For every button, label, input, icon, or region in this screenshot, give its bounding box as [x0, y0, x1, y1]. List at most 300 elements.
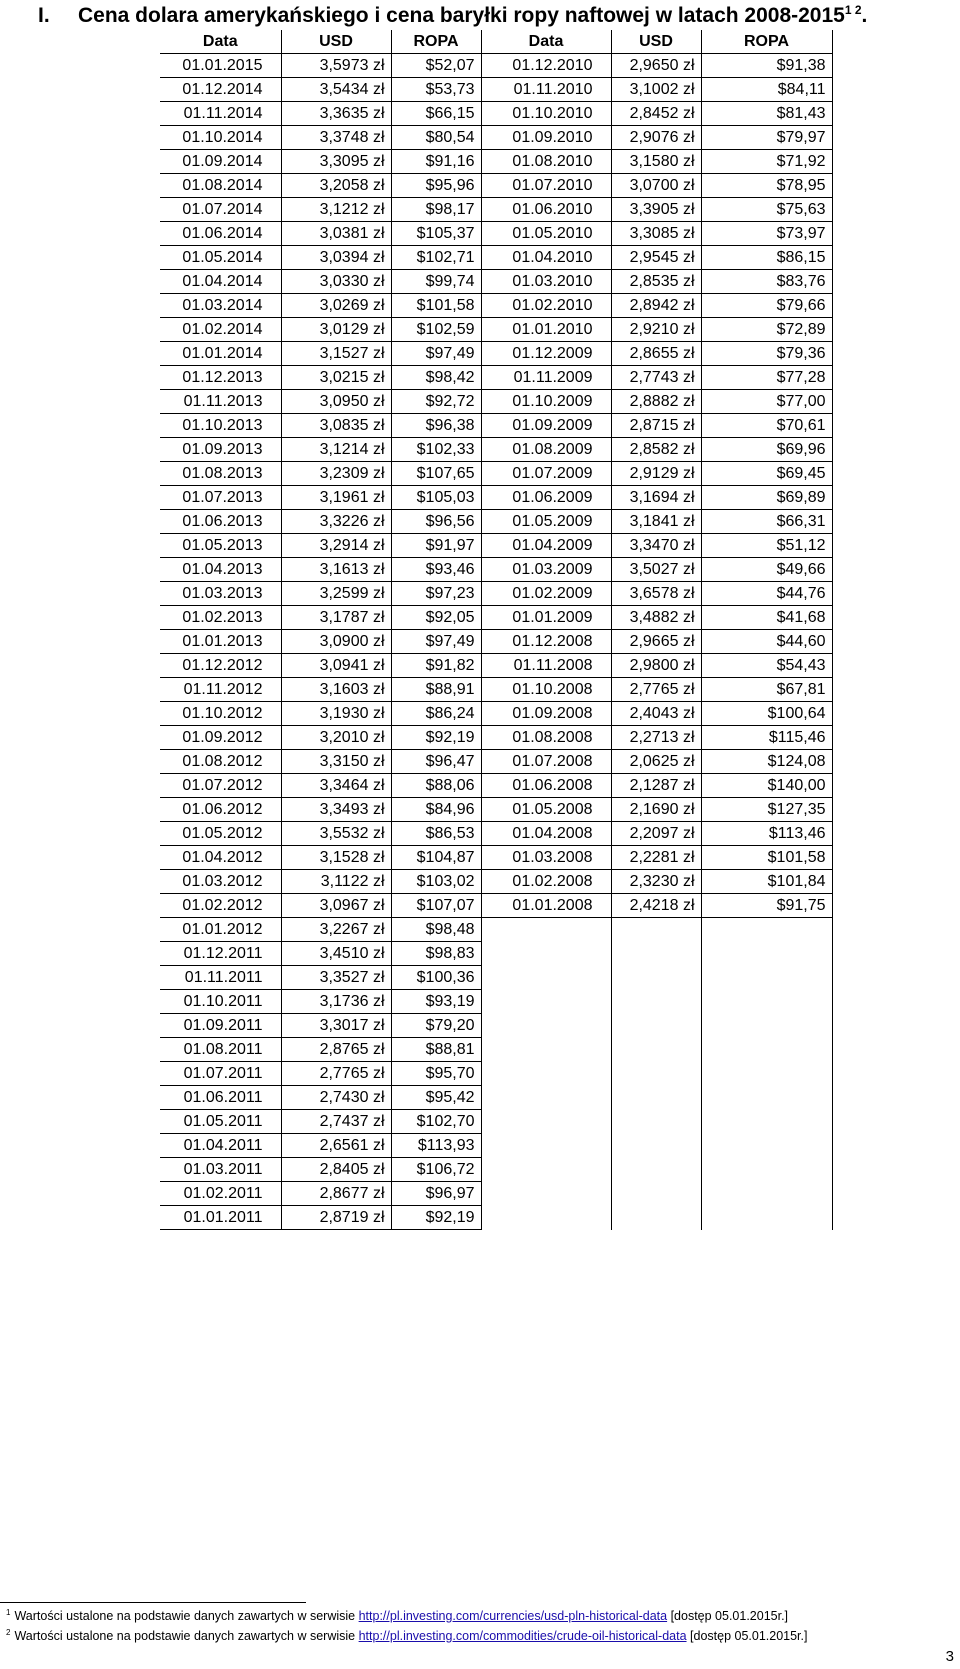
cell-right-date: 01.06.2008 [481, 774, 611, 798]
cell-right-date [481, 1206, 611, 1230]
cell-right-usd: 3,1841 zł [611, 510, 701, 534]
table-row [160, 150, 832, 174]
cell-left-ropa: $105,03 [391, 486, 481, 510]
cell-right-usd: 2,9076 zł [611, 126, 701, 150]
cell-right-usd [611, 1086, 701, 1110]
cell-right-usd [611, 966, 701, 990]
cell-right-ropa: $86,15 [701, 246, 832, 270]
cell-left-date: 01.11.2011 [160, 966, 281, 990]
cell-right-date: 01.08.2008 [481, 726, 611, 750]
cell-left-usd: 3,1787 zł [281, 606, 391, 630]
cell-right-usd: 3,1694 zł [611, 486, 701, 510]
cell-left-date: 01.08.2014 [160, 174, 281, 198]
cell-left-ropa: $95,42 [391, 1086, 481, 1110]
footnote-2 [6, 1628, 807, 1643]
cell-left-usd: 2,8719 zł [281, 1206, 391, 1230]
cell-left-date: 01.11.2012 [160, 678, 281, 702]
cell-right-ropa: $79,66 [701, 294, 832, 318]
cell-left-usd: 3,0330 zł [281, 270, 391, 294]
cell-left-usd: 3,3635 zł [281, 102, 391, 126]
cell-left-usd: 3,0950 zł [281, 390, 391, 414]
cell-right-date: 01.07.2008 [481, 750, 611, 774]
cell-left-usd: 3,5532 zł [281, 822, 391, 846]
cell-left-usd: 2,8405 zł [281, 1158, 391, 1182]
cell-right-ropa [701, 990, 832, 1014]
footnote-1-mark: 1 [6, 1608, 11, 1617]
cell-left-date: 01.10.2012 [160, 702, 281, 726]
cell-left-usd: 3,1214 zł [281, 438, 391, 462]
cell-left-usd: 3,0394 zł [281, 246, 391, 270]
cell-right-ropa [701, 1134, 832, 1158]
cell-right-ropa: $83,76 [701, 270, 832, 294]
cell-right-usd: 3,4882 zł [611, 606, 701, 630]
cell-right-usd: 2,2713 zł [611, 726, 701, 750]
cell-left-ropa: $92,19 [391, 1206, 481, 1230]
cell-left-date: 01.09.2013 [160, 438, 281, 462]
cell-left-date: 01.03.2012 [160, 870, 281, 894]
cell-left-date: 01.10.2013 [160, 414, 281, 438]
cell-right-date: 01.11.2010 [481, 78, 611, 102]
cell-right-ropa: $69,45 [701, 462, 832, 486]
cell-right-usd [611, 1158, 701, 1182]
cell-right-usd: 2,2097 zł [611, 822, 701, 846]
cell-left-usd: 2,8765 zł [281, 1038, 391, 1062]
cell-left-usd: 3,3493 zł [281, 798, 391, 822]
cell-right-ropa: $66,31 [701, 510, 832, 534]
cell-left-ropa: $91,97 [391, 534, 481, 558]
cell-left-date: 01.01.2013 [160, 630, 281, 654]
cell-left-ropa: $95,70 [391, 1062, 481, 1086]
cell-left-ropa: $52,07 [391, 54, 481, 78]
cell-left-date: 01.01.2012 [160, 918, 281, 942]
cell-right-date: 01.03.2008 [481, 846, 611, 870]
heading-number: I. [38, 4, 50, 27]
table-row [160, 222, 832, 246]
page-heading [38, 0, 948, 32]
cell-right-ropa: $101,58 [701, 846, 832, 870]
table-row [160, 654, 832, 678]
cell-left-usd: 3,3464 zł [281, 774, 391, 798]
cell-right-ropa: $79,97 [701, 126, 832, 150]
cell-left-date: 01.12.2011 [160, 942, 281, 966]
table-row [160, 702, 832, 726]
cell-left-date: 01.02.2013 [160, 606, 281, 630]
cell-right-date: 01.05.2008 [481, 798, 611, 822]
cell-left-usd: 3,2309 zł [281, 462, 391, 486]
cell-left-date: 01.03.2011 [160, 1158, 281, 1182]
cell-left-usd: 3,1930 zł [281, 702, 391, 726]
cell-left-date: 01.06.2013 [160, 510, 281, 534]
cell-right-date: 01.10.2009 [481, 390, 611, 414]
cell-right-date: 01.10.2010 [481, 102, 611, 126]
cell-left-usd: 3,1212 zł [281, 198, 391, 222]
rates-table [160, 30, 833, 1230]
cell-left-date: 01.11.2014 [160, 102, 281, 126]
cell-right-usd [611, 1110, 701, 1134]
footnote-1-text: Wartości ustalone na podstawie danych zawartych w serwisie [14, 1609, 356, 1624]
cell-left-usd: 3,1736 zł [281, 990, 391, 1014]
cell-left-date: 01.01.2011 [160, 1206, 281, 1230]
cell-right-ropa [701, 1158, 832, 1182]
table-row [160, 174, 832, 198]
cell-left-date: 01.02.2014 [160, 318, 281, 342]
heading-title: Cena dolara amerykańskiego i cena baryłki ropy naftowej w latach 2008-2015 [78, 4, 845, 27]
cell-left-usd: 3,5973 zł [281, 54, 391, 78]
cell-right-date: 01.03.2010 [481, 270, 611, 294]
cell-left-usd: 3,0269 zł [281, 294, 391, 318]
cell-right-usd: 2,4218 zł [611, 894, 701, 918]
cell-right-date: 01.12.2009 [481, 342, 611, 366]
cell-left-ropa: $88,81 [391, 1038, 481, 1062]
cell-right-usd: 2,9650 zł [611, 54, 701, 78]
cell-right-date: 01.06.2010 [481, 198, 611, 222]
cell-right-ropa: $72,89 [701, 318, 832, 342]
header-usd-right: USD [611, 30, 701, 54]
cell-right-date: 01.09.2009 [481, 414, 611, 438]
cell-right-ropa: $101,84 [701, 870, 832, 894]
cell-right-ropa: $44,60 [701, 630, 832, 654]
table-row [160, 630, 832, 654]
table-header-row [160, 30, 832, 54]
cell-left-usd: 3,3748 zł [281, 126, 391, 150]
cell-left-ropa: $86,53 [391, 822, 481, 846]
cell-left-date: 01.04.2012 [160, 846, 281, 870]
footnote-2-suffix: [dostęp 05.01.2015r.] [690, 1629, 808, 1644]
cell-right-date: 01.12.2008 [481, 630, 611, 654]
table-row [160, 582, 832, 606]
cell-right-usd: 3,1002 zł [611, 78, 701, 102]
table-row [160, 966, 832, 990]
cell-right-ropa: $44,76 [701, 582, 832, 606]
table-row [160, 606, 832, 630]
cell-right-usd [611, 990, 701, 1014]
cell-right-usd: 2,7765 zł [611, 678, 701, 702]
cell-left-ropa: $96,38 [391, 414, 481, 438]
table-row [160, 1086, 832, 1110]
cell-right-ropa [701, 1014, 832, 1038]
cell-left-usd: 3,5434 zł [281, 78, 391, 102]
table-row [160, 78, 832, 102]
cell-right-ropa: $140,00 [701, 774, 832, 798]
cell-left-ropa: $86,24 [391, 702, 481, 726]
cell-left-ropa: $100,36 [391, 966, 481, 990]
cell-right-ropa: $84,11 [701, 78, 832, 102]
table-row [160, 438, 832, 462]
cell-right-ropa [701, 1110, 832, 1134]
table-row [160, 270, 832, 294]
table-row [160, 798, 832, 822]
cell-left-date: 01.04.2013 [160, 558, 281, 582]
cell-left-usd: 2,7765 zł [281, 1062, 391, 1086]
cell-right-ropa: $124,08 [701, 750, 832, 774]
cell-right-usd: 2,7743 zł [611, 366, 701, 390]
cell-right-date: 01.01.2010 [481, 318, 611, 342]
page-number: 3 [945, 1648, 954, 1665]
cell-left-date: 01.10.2014 [160, 126, 281, 150]
cell-right-ropa: $115,46 [701, 726, 832, 750]
cell-right-usd [611, 1038, 701, 1062]
cell-right-usd [611, 942, 701, 966]
cell-left-usd: 2,8677 zł [281, 1182, 391, 1206]
cell-left-ropa: $102,70 [391, 1110, 481, 1134]
cell-right-ropa [701, 1206, 832, 1230]
cell-right-date: 01.09.2010 [481, 126, 611, 150]
cell-right-usd: 2,1690 zł [611, 798, 701, 822]
footnote-1-suffix: [dostęp 05.01.2015r.] [670, 1609, 789, 1624]
cell-left-date: 01.01.2015 [160, 54, 281, 78]
cell-left-ropa: $92,72 [391, 390, 481, 414]
cell-left-usd: 3,0967 zł [281, 894, 391, 918]
cell-right-date: 01.07.2010 [481, 174, 611, 198]
table-row [160, 558, 832, 582]
cell-right-date [481, 1038, 611, 1062]
table-row [160, 126, 832, 150]
cell-left-date: 01.04.2014 [160, 270, 281, 294]
cell-right-date [481, 1014, 611, 1038]
cell-right-usd: 2,4043 zł [611, 702, 701, 726]
cell-left-usd: 3,1613 zł [281, 558, 391, 582]
cell-left-ropa: $66,15 [391, 102, 481, 126]
cell-right-usd: 2,8882 zł [611, 390, 701, 414]
table-row [160, 318, 832, 342]
cell-left-ropa: $53,73 [391, 78, 481, 102]
cell-right-ropa: $91,38 [701, 54, 832, 78]
cell-right-usd: 2,9210 zł [611, 318, 701, 342]
cell-right-date: 01.08.2009 [481, 438, 611, 462]
table-row [160, 102, 832, 126]
cell-left-ropa: $88,06 [391, 774, 481, 798]
cell-right-ropa: $78,95 [701, 174, 832, 198]
cell-left-ropa: $104,87 [391, 846, 481, 870]
cell-right-ropa [701, 1062, 832, 1086]
cell-right-usd [611, 1182, 701, 1206]
cell-left-ropa: $113,93 [391, 1134, 481, 1158]
cell-left-usd: 3,3017 zł [281, 1014, 391, 1038]
cell-right-ropa: $41,68 [701, 606, 832, 630]
cell-right-date [481, 990, 611, 1014]
cell-left-date: 01.07.2014 [160, 198, 281, 222]
cell-right-ropa: $54,43 [701, 654, 832, 678]
header-date-right: Data [481, 30, 611, 54]
cell-left-ropa: $107,07 [391, 894, 481, 918]
cell-left-date: 01.03.2014 [160, 294, 281, 318]
cell-left-ropa: $101,58 [391, 294, 481, 318]
table-row [160, 1206, 832, 1230]
cell-right-date: 01.04.2009 [481, 534, 611, 558]
cell-left-usd: 3,0381 zł [281, 222, 391, 246]
cell-right-date: 01.10.2008 [481, 678, 611, 702]
cell-left-ropa: $102,59 [391, 318, 481, 342]
cell-left-ropa: $97,49 [391, 342, 481, 366]
cell-left-ropa: $102,71 [391, 246, 481, 270]
cell-left-ropa: $98,42 [391, 366, 481, 390]
cell-left-usd: 3,1961 zł [281, 486, 391, 510]
cell-right-ropa: $49,66 [701, 558, 832, 582]
cell-right-date: 01.02.2008 [481, 870, 611, 894]
cell-left-usd: 3,1603 zł [281, 678, 391, 702]
table-row [160, 390, 832, 414]
cell-right-ropa: $79,36 [701, 342, 832, 366]
cell-right-date: 01.11.2009 [481, 366, 611, 390]
cell-left-ropa: $80,54 [391, 126, 481, 150]
cell-right-ropa [701, 966, 832, 990]
cell-left-ropa: $91,16 [391, 150, 481, 174]
cell-right-usd: 3,3470 zł [611, 534, 701, 558]
cell-left-usd: 3,3226 zł [281, 510, 391, 534]
cell-left-ropa: $93,19 [391, 990, 481, 1014]
table-row [160, 366, 832, 390]
cell-right-ropa: $81,43 [701, 102, 832, 126]
cell-left-ropa: $98,17 [391, 198, 481, 222]
cell-right-usd [611, 1206, 701, 1230]
table-row [160, 942, 832, 966]
table-row [160, 846, 832, 870]
cell-right-usd: 2,9129 zł [611, 462, 701, 486]
table-row [160, 918, 832, 942]
table-row [160, 198, 832, 222]
cell-left-date: 01.10.2011 [160, 990, 281, 1014]
footnote-1-link[interactable]: http://pl.investing.com/currencies/usd-pln-historical-data [358, 1609, 668, 1624]
cell-left-ropa: $92,05 [391, 606, 481, 630]
heading-end: . [861, 4, 868, 27]
cell-left-date: 01.12.2014 [160, 78, 281, 102]
cell-right-usd: 2,8655 zł [611, 342, 701, 366]
cell-left-date: 01.08.2011 [160, 1038, 281, 1062]
header-ropa-left: ROPA [391, 30, 481, 54]
cell-left-usd: 3,1122 zł [281, 870, 391, 894]
cell-left-date: 01.06.2011 [160, 1086, 281, 1110]
cell-left-usd: 2,7437 zł [281, 1110, 391, 1134]
cell-left-date: 01.05.2011 [160, 1110, 281, 1134]
table-row [160, 1110, 832, 1134]
cell-left-date: 01.09.2014 [160, 150, 281, 174]
cell-left-date: 01.09.2012 [160, 726, 281, 750]
cell-right-ropa: $77,00 [701, 390, 832, 414]
cell-right-date [481, 918, 611, 942]
footnote-2-link[interactable]: http://pl.investing.com/commodities/crude-oil-historical-data [358, 1629, 687, 1644]
cell-right-ropa [701, 1086, 832, 1110]
cell-right-usd: 2,8535 zł [611, 270, 701, 294]
cell-right-date: 01.04.2008 [481, 822, 611, 846]
cell-left-ropa: $97,49 [391, 630, 481, 654]
cell-right-date: 01.11.2008 [481, 654, 611, 678]
cell-right-usd [611, 918, 701, 942]
heading-footnote-marks: 1 2 [844, 3, 862, 17]
cell-right-ropa: $75,63 [701, 198, 832, 222]
table-row [160, 726, 832, 750]
cell-right-date [481, 1062, 611, 1086]
cell-right-date [481, 1182, 611, 1206]
cell-left-date: 01.02.2011 [160, 1182, 281, 1206]
cell-right-date: 01.09.2008 [481, 702, 611, 726]
cell-right-usd [611, 1014, 701, 1038]
table-row [160, 1158, 832, 1182]
table-row [160, 486, 832, 510]
cell-left-date: 01.06.2012 [160, 798, 281, 822]
cell-left-usd: 2,7430 zł [281, 1086, 391, 1110]
header-ropa-right: ROPA [701, 30, 832, 54]
table-row [160, 822, 832, 846]
cell-right-date [481, 1158, 611, 1182]
cell-right-usd: 2,8942 zł [611, 294, 701, 318]
cell-left-ropa: $97,23 [391, 582, 481, 606]
cell-right-date: 01.02.2009 [481, 582, 611, 606]
cell-left-usd: 3,0215 zł [281, 366, 391, 390]
table-row [160, 1182, 832, 1206]
table-row [160, 294, 832, 318]
table-body [160, 54, 832, 1230]
cell-left-usd: 3,2914 zł [281, 534, 391, 558]
cell-right-date: 01.04.2010 [481, 246, 611, 270]
cell-left-ropa: $91,82 [391, 654, 481, 678]
cell-left-date: 01.02.2012 [160, 894, 281, 918]
cell-left-date: 01.01.2014 [160, 342, 281, 366]
cell-left-date: 01.12.2013 [160, 366, 281, 390]
cell-left-ropa: $93,46 [391, 558, 481, 582]
cell-right-date: 01.05.2009 [481, 510, 611, 534]
cell-left-date: 01.07.2012 [160, 774, 281, 798]
cell-right-date [481, 1086, 611, 1110]
cell-left-usd: 3,4510 zł [281, 942, 391, 966]
cell-right-usd: 3,1580 zł [611, 150, 701, 174]
cell-right-usd: 2,1287 zł [611, 774, 701, 798]
cell-left-usd: 3,3527 zł [281, 966, 391, 990]
cell-left-date: 01.05.2013 [160, 534, 281, 558]
cell-right-date [481, 942, 611, 966]
cell-right-usd: 3,3085 zł [611, 222, 701, 246]
cell-left-ropa: $96,56 [391, 510, 481, 534]
header-date-left: Data [160, 30, 281, 54]
cell-right-ropa: $113,46 [701, 822, 832, 846]
cell-left-usd: 2,6561 zł [281, 1134, 391, 1158]
table-row [160, 1014, 832, 1038]
cell-right-date: 01.08.2010 [481, 150, 611, 174]
table-row [160, 462, 832, 486]
cell-right-usd: 2,0625 zł [611, 750, 701, 774]
cell-left-ropa: $96,47 [391, 750, 481, 774]
table-row [160, 414, 832, 438]
cell-right-ropa: $100,64 [701, 702, 832, 726]
cell-left-ropa: $107,65 [391, 462, 481, 486]
table-row [160, 246, 832, 270]
cell-left-date: 01.08.2012 [160, 750, 281, 774]
cell-left-ropa: $88,91 [391, 678, 481, 702]
cell-right-usd [611, 1062, 701, 1086]
footnote-2-text: Wartości ustalone na podstawie danych zawartych w serwisie [14, 1629, 356, 1644]
cell-right-usd: 3,5027 zł [611, 558, 701, 582]
table-row [160, 870, 832, 894]
cell-left-date: 01.03.2013 [160, 582, 281, 606]
cell-right-usd: 3,6578 zł [611, 582, 701, 606]
cell-right-date: 01.07.2009 [481, 462, 611, 486]
cell-right-ropa: $77,28 [701, 366, 832, 390]
cell-right-ropa: $51,12 [701, 534, 832, 558]
cell-left-date: 01.06.2014 [160, 222, 281, 246]
cell-left-usd: 3,0835 zł [281, 414, 391, 438]
cell-right-ropa: $71,92 [701, 150, 832, 174]
cell-right-date: 01.06.2009 [481, 486, 611, 510]
cell-right-date [481, 1110, 611, 1134]
cell-right-ropa: $70,61 [701, 414, 832, 438]
cell-right-usd [611, 1134, 701, 1158]
cell-left-date: 01.07.2011 [160, 1062, 281, 1086]
cell-right-date [481, 1134, 611, 1158]
cell-left-ropa: $103,02 [391, 870, 481, 894]
cell-left-usd: 3,2058 zł [281, 174, 391, 198]
cell-left-date: 01.12.2012 [160, 654, 281, 678]
cell-left-usd: 3,3150 zł [281, 750, 391, 774]
cell-left-usd: 3,3095 zł [281, 150, 391, 174]
